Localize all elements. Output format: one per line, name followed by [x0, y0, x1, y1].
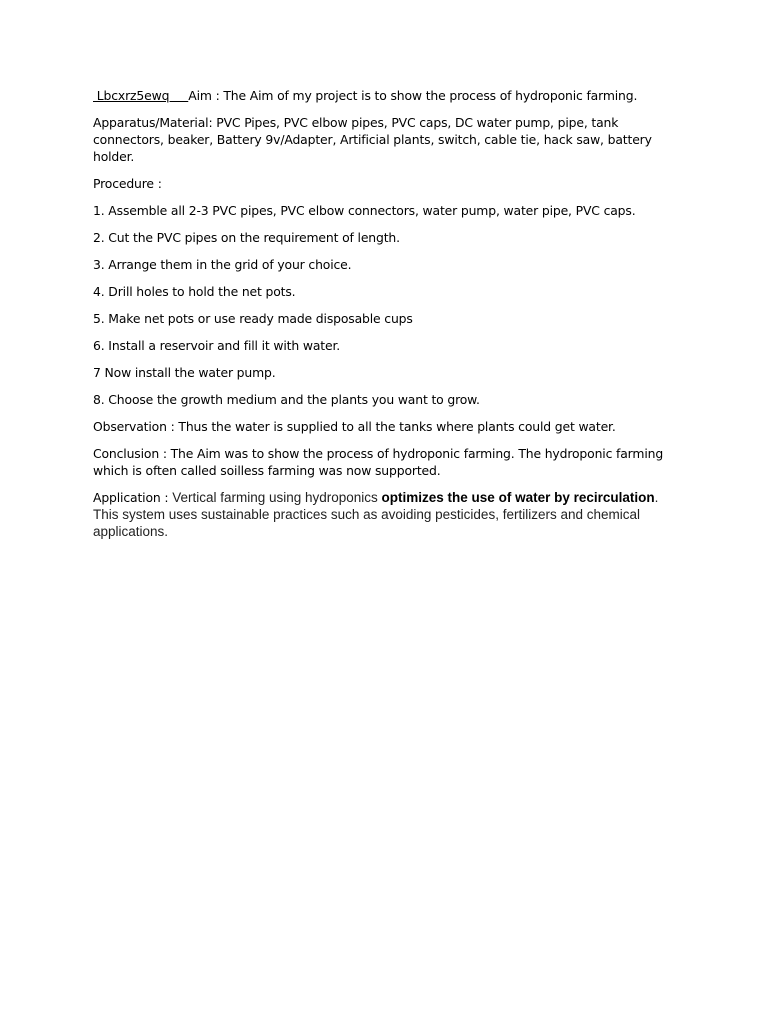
id-field: Lbcxrz5ewq: [93, 88, 189, 103]
procedure-step: 3. Arrange them in the grid of your choice.: [93, 257, 352, 272]
application-bold-text: optimizes the use of water by recirculation: [381, 490, 655, 505]
procedure-step: 5. Make net pots or use ready made disposable cups: [93, 311, 413, 326]
application-text-before: Vertical farming using hydroponics: [172, 490, 382, 505]
procedure-step: 7 Now install the water pump.: [93, 365, 276, 380]
procedure-heading: Procedure :: [93, 176, 162, 191]
procedure-step: 2. Cut the PVC pipes on the requirement of length.: [93, 230, 400, 245]
conclusion-text: Conclusion : The Aim was to show the process of hydroponic farming. The hydroponic farming which is often called soilless farming was now supported.: [93, 446, 664, 478]
aim-text: Aim : The Aim of my project is to show the process of hydroponic farming.: [188, 88, 638, 103]
application-text-after: . This system uses sustainable practices such as avoiding pesticides, fertilizers and chemical applications.: [93, 490, 659, 539]
procedure-step: 6. Install a reservoir and fill it with water.: [93, 338, 341, 353]
observation-text: Observation : Thus the water is supplied to all the tanks where plants could get water.: [93, 419, 616, 434]
procedure-step: 8. Choose the growth medium and the plants you want to grow.: [93, 392, 480, 407]
application-paragraph: [93, 489, 681, 540]
document-page: [93, 87, 681, 550]
procedure-step: 1. Assemble all 2-3 PVC pipes, PVC elbow connectors, water pump, water pipe, PVC caps.: [93, 203, 636, 218]
apparatus-text: Apparatus/Material: PVC Pipes, PVC elbow pipes, PVC caps, DC water pump, pipe, tank connectors, beaker, Battery 9v/Adapter, Artificial plants, switch, cable tie, hack saw, battery holder.: [93, 115, 652, 164]
aim-line: [93, 87, 681, 104]
application-label: Application :: [93, 490, 173, 505]
procedure-step: 4. Drill holes to hold the net pots.: [93, 284, 296, 299]
